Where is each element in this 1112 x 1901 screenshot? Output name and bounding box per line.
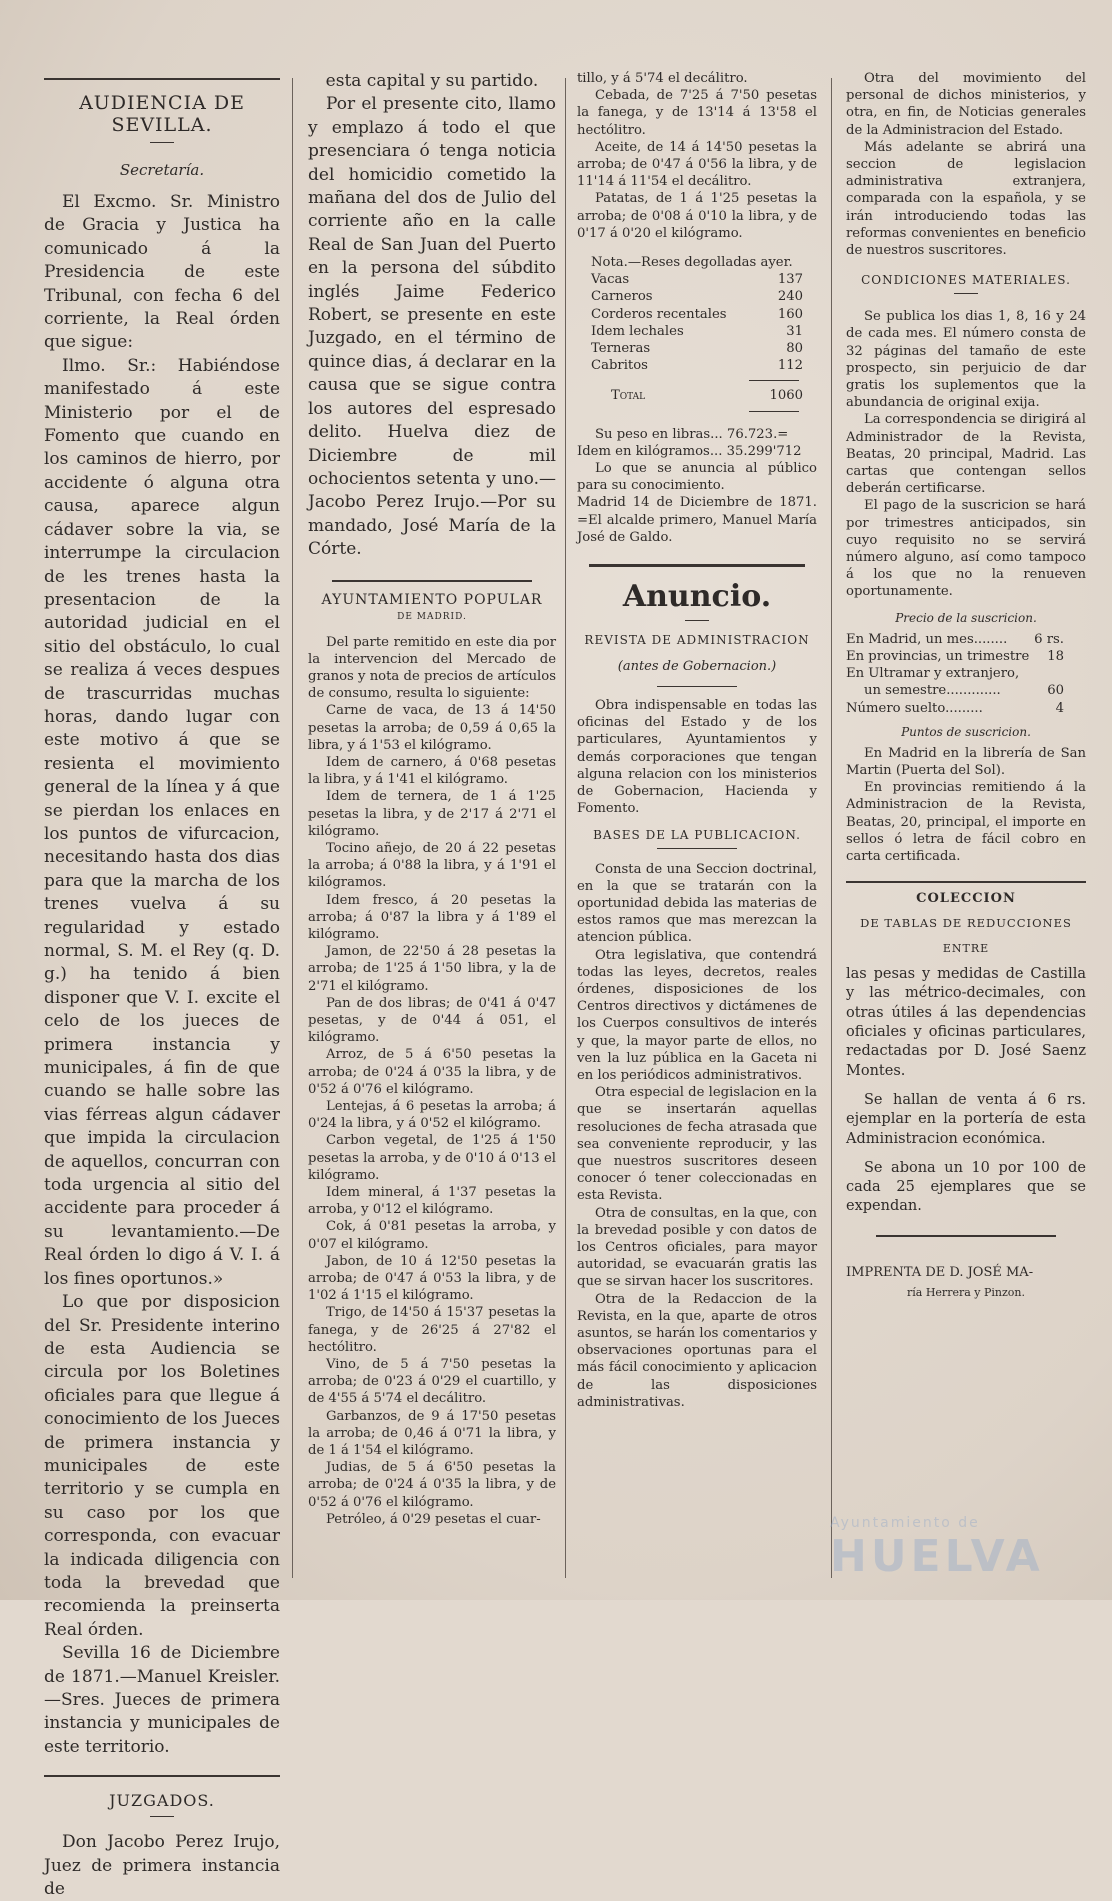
price-item: Carne de vaca, de 13 á 14'50 pesetas la arroba; de 0,59 á 0,65 la libra, y á 1'53 el kilógramo. — [308, 703, 556, 753]
paragraph: Otra legislativa, que contendrá todas las leyes, decretos, reales órdenes, disposiciones de los Centros directivos y dictámenes de los Cuerpos consultivos de interés y que, la mayor parte de ellos, no ven la luz pública en la Gaceta ni en los periódicos administrativos. — [577, 947, 817, 1083]
paragraph: Más adelante se abrirá una seccion de legislacion administrativa extranjera, comparada con la española, y se irán introduciendo todas las reformas convenientes en beneficio de nuestros suscritores. — [846, 139, 1086, 259]
paragraph: Madrid 14 de Diciembre de 1871. =El alcalde primero, Manuel María José de Galdo. — [577, 495, 817, 545]
reses-name: Corderos recentales — [591, 306, 727, 322]
paragraph: Se abona un 10 por 100 de cada 25 ejemplares que se expendan. — [846, 1159, 1086, 1215]
reses-name: Cabritos — [591, 358, 648, 374]
paragraph: Idem en kilógramos... 35.299'712 — [577, 443, 802, 459]
paragraph: las pesas y medidas de Castilla y las métrico-decimales, con otras útiles á las dependencias oficiales y oficinas particulares, redactadas por D. José Saenz Montes. — [846, 966, 1086, 1079]
price-item: Petróleo, á 0'29 pesetas el cuar- — [326, 1511, 541, 1527]
price-item: Idem fresco, á 20 pesetas la arroba; á 0'87 la libra y á 1'89 el kilógramo. — [308, 892, 556, 942]
section-title: BASES DE LA PUBLICACION. — [593, 827, 801, 842]
paragraph: Otra de consultas, en la que, con la brevedad posible y con datos de los Centros oficiales, para mayor autoridad, se evacuarán gratis las que se sirvan hacer los suscritores. — [577, 1205, 817, 1290]
section-subtitle: Precio de la suscricion. — [895, 610, 1037, 625]
paragraph: Se publica los dias 1, 8, 16 y 24 de cada mes. El número consta de 32 páginas del tamaño de este prospecto, sin perjuicio de dar gratis los suplementos que la abundancia de original exija. — [846, 309, 1086, 411]
column-3 — [577, 70, 817, 1411]
column-4 — [846, 70, 1086, 1299]
section-subtitle: ENTRE — [942, 942, 990, 956]
paragraph: Se hallan de venta á 6 rs. ejemplar en la portería de esta Administracion económica. — [846, 1091, 1086, 1147]
paragraph: esta capital y su partido. — [325, 71, 539, 91]
column-1 — [44, 70, 280, 1901]
column-divider — [831, 78, 832, 1578]
price-item: Patatas, de 1 á 1'25 pesetas la arroba; de 0'08 á 0'10 la libra, y de 0'17 á 0'20 el kilógramo. — [577, 191, 817, 241]
imprenta-line: IMPRENTA DE D. JOSÉ MA- — [846, 1264, 1034, 1280]
column-divider — [292, 78, 293, 1578]
price-item: Garbanzos, de 9 á 17'50 pesetas la arroba; de 0,46 á 0'71 la libra, y de 1 á 1'54 el kilógramo. — [308, 1408, 556, 1459]
reses-row — [591, 357, 803, 374]
paragraph: Otra del movimiento del personal de dichos ministerios, y otra, en fin, de Noticias generales de la Administracion del Estado. — [846, 71, 1086, 138]
price-item: Idem mineral, á 1'37 pesetas la arroba, y 0'12 el kilógramo. — [308, 1185, 556, 1218]
precio-row — [846, 682, 1064, 699]
precio-value: 4 — [1055, 700, 1064, 716]
dash — [749, 411, 799, 412]
imprenta-line: ría Herrera y Pinzon. — [907, 1285, 1025, 1299]
paragraph: En Madrid en la librería de San Martin (Puerta del Sol). — [846, 745, 1086, 778]
price-item: Cebada, de 7'25 á 7'50 pesetas la fanega, y de 13'14 á 13'58 el hectólitro. — [577, 88, 817, 138]
precio-label: En provincias, un trimestre — [846, 648, 1030, 664]
reses-name: Idem lechales — [591, 323, 684, 339]
rule — [589, 564, 805, 567]
section-title: REVISTA DE ADMINISTRACION — [584, 633, 810, 648]
paragraph: En provincias remitiendo á la Administracion de la Revista, Beatas, 20, principal, el importe en sellos ó letra de fácil cobro en carta certificada. — [846, 780, 1086, 864]
paragraph: La correspondencia se dirigirá al Administrador de la Revista, Beatas, 20 principal, Madrid. Las cartas que contengan sellos deberán certificarse. — [846, 412, 1086, 497]
dash — [954, 293, 978, 294]
precio-row — [846, 631, 1064, 648]
rule — [44, 78, 280, 80]
reses-value: 31 — [786, 323, 803, 339]
price-item: Pan de dos libras; de 0'41 á 0'47 pesetas, y de 0'44 á 051, el kilógramo. — [308, 995, 556, 1046]
reses-name: Vacas — [591, 272, 630, 288]
rule — [332, 580, 532, 582]
rule — [846, 881, 1086, 883]
precio-value: 6 rs. — [1034, 631, 1064, 647]
paragraph: Lo que por disposicion del Sr. Presidente interino de esta Audiencia se circula por los Boletines oficiales para que llegue á conocimiento de los Jueces de primera instancia y municipales de este territorio y se cumpla en su caso por los que corresponda, con evacuar la indicada diligencia con toda la brevedad que recomienda la preinserta Real órden. — [44, 1292, 280, 1640]
paragraph: Otra especial de legislacion en la que se insertarán aquellas resoluciones de fecha atrasada que sea conveniente reproducir, y las que nuestros suscritores deseen conocer ó tener coleccionadas en esta Revista. — [577, 1085, 817, 1204]
price-item: Idem de ternera, de 1 á 1'25 pesetas la libra, y de 2'17 á 2'71 el kilógramo. — [308, 789, 556, 839]
price-item: Idem de carnero, á 0'68 pesetas la libra, y á 1'41 el kilógramo. — [308, 754, 556, 788]
price-item: Cok, á 0'81 pesetas la arroba, y 0'07 el kilógramo. — [308, 1219, 556, 1252]
section-title: COLECCION — [916, 891, 1016, 907]
precio-label: Número suelto......... — [846, 700, 983, 716]
section-title: AYUNTAMIENTO POPULAR — [321, 591, 543, 608]
reses-row — [591, 306, 803, 323]
section-subtitle: DE MADRID. — [397, 611, 467, 622]
nota-title: Nota.—Reses degolladas ayer. — [591, 255, 793, 271]
paragraph: Sevilla 16 de Diciembre de 1871.—Manuel Kreisler. —Sres. Jueces de primera instancia y municipales de este territorio. — [44, 1643, 280, 1757]
reses-value: 137 — [777, 272, 803, 288]
paragraph: Obra indispensable en todas las oficinas del Estado y de los particulares, Ayuntamientos y demás corporaciones que tengan alguna relacion con los ministerios de Gobernacion, Hacienda y Fomento. — [577, 698, 817, 817]
reses-value: 160 — [777, 306, 803, 322]
dash — [150, 142, 174, 143]
price-item: Judias, de 5 á 6'50 pesetas la arroba; de 0'24 á 0'35 la libra, y de 0'52 á 0'76 el kilógramo. — [308, 1460, 556, 1510]
column-divider — [565, 78, 566, 1578]
section-subtitle: (antes de Gobernacion.) — [617, 659, 777, 675]
price-item: Arroz, de 5 á 6'50 pesetas la arroba; de 0'24 á 0'35 la libra, y de 0'52 á 0'76 el kilógramo. — [308, 1047, 556, 1097]
paragraph: Lo que se anuncia al público para su conocimiento. — [577, 461, 817, 494]
dash — [685, 620, 709, 621]
precio-label: un semestre............. — [864, 683, 1001, 699]
reses-row — [591, 288, 803, 305]
precio-row — [846, 648, 1064, 665]
rule — [44, 1775, 280, 1777]
reses-name: Carneros — [591, 289, 653, 305]
price-item: Jamon, de 22'50 á 28 pesetas la arroba; de 1'25 á 1'50 libra, y la de 2'71 el kilógramo. — [308, 944, 556, 994]
price-item: tillo, y á 5'74 el decálitro. — [577, 71, 748, 86]
price-item: Tocino añejo, de 20 á 22 pesetas la arroba; á 0'88 la libra, y á 1'91 el kilógramos. — [308, 840, 556, 891]
section-title: JUZGADOS. — [109, 1791, 215, 1811]
price-item: Lentejas, á 6 pesetas la arroba; á 0'24 la libra, y á 0'52 el kilógramo. — [308, 1099, 556, 1132]
dash — [749, 380, 799, 381]
paragraph: El Excmo. Sr. Ministro de Gracia y Justica ha comunicado á la Presidencia de este Tribunal, con fecha 6 del corriente, la Real órden que sigue: — [44, 192, 280, 353]
paragraph: Ilmo. Sr.: Habiéndose manifestado á este Ministerio por el de Fomento que cuando en los caminos de hierro, por accidente ó alguna otra causa, aparece algun cádaver sobre la via, se interrumpe la circulacion de les trenes hasta la presentacion de la autoridad judicial en el sitio del obstáculo, lo cual se realiza á veces despues de trascurridas muchas horas, dando lugar con este motivo á que se resienta el movimiento general de la línea y á que se pierdan los enlaces en los puntos de vifurcacion, necesitando hasta dos dias para que la marcha de los trenes vuelva á su regularidad y estado normal, S. M. el Rey (q. D. g.) ha tenido á bien disponer que V. I. excite el celo de los jueces de primera instancia y municipales, á fin de que cuando se halle sobre las vias férreas algun cádaver que impida la circulacion de aquellos, concurran con toda urgencia al sitio del accidente para proceder á su levantamiento.—De Real órden lo digo á V. I. á los fines oportunos.» — [44, 355, 280, 1289]
section-subtitle: Puntos de suscricion. — [901, 724, 1031, 739]
total-row: Total 1060 — [611, 388, 803, 404]
precio-value: 18 — [1047, 648, 1064, 664]
paragraph: Del parte remitido en este dia por la intervencion del Mercado de granos y nota de precios de artículos de consumo, resulta lo siguiente: — [308, 634, 556, 702]
reses-name: Terneras — [591, 341, 651, 357]
reses-row — [591, 323, 803, 340]
price-item: Aceite, de 14 á 14'50 pesetas la arroba; de 0'47 á 0'56 la libra, y de 11'14 á 11'54 el decálitro. — [577, 139, 817, 190]
section-subtitle: Secretaría. — [119, 161, 205, 179]
paragraph: Consta de una Seccion doctrinal, en la que se tratarán con la oportunidad debida las materias de estos ramos que mas merezcan la atencion pública. — [577, 861, 817, 946]
paragraph: Por el presente cito, llamo y emplazo á todo el que presenciara ó tenga noticia del homicidio cometido la mañana del dos de Julio del corriente año en la calle Real de San Juan del Puerto en la persona del súbdito inglés Jaime Federico Robert, se presente en este Juzgado, en el término de quince dias, á declarar en la causa que se sigue contra los autores del espresado delito. Huelva diez de Diciembre de mil ochocientos setenta y uno.—Jacobo Perez Irujo.—Por su mandado, José María de la Córte. — [308, 94, 556, 560]
rule — [876, 1235, 1056, 1237]
section-title: CONDICIONES MATERIALES. — [861, 273, 1071, 288]
precio-label: En Madrid, un mes........ — [846, 631, 1008, 647]
price-item: Carbon vegetal, de 1'25 á 1'50 pesetas la arroba, y de 0'10 á 0'13 el kilógramo. — [308, 1133, 556, 1183]
section-title: AUDIENCIA DE SEVILLA. — [79, 92, 245, 136]
paragraph: El pago de la suscricion se hará por trimestres anticipados, sin cuyo requisito no se servirá número alguno, así como tampoco á los que no la renueven oportunamente. — [846, 498, 1086, 600]
price-item: Trigo, de 14'50 á 15'37 pesetas la fanega, y de 26'25 á 27'82 el hectólitro. — [308, 1305, 556, 1355]
price-item: Jabon, de 10 á 12'50 pesetas la arroba; de 0'47 á 0'53 la libra, y de 1'02 á 1'15 el kilógramo. — [308, 1253, 556, 1304]
column-2 — [308, 70, 556, 1528]
section-subtitle: DE TABLAS DE REDUCCIONES — [860, 916, 1072, 931]
watermark: Ayuntamiento de HUELVA — [830, 1515, 1044, 1582]
paragraph: Otra de la Redaccion de la Revista, en la que, aparte de otros asuntos, se harán los comentarios y observaciones oportunas para el más fácil conocimiento y aplicacion de las disposiciones administrativas. — [577, 1291, 817, 1410]
paragraph: Su peso en libras... 76.723.= — [595, 426, 789, 442]
rule — [657, 848, 737, 849]
precio-row — [846, 665, 1064, 682]
reses-value: 240 — [777, 289, 803, 305]
rule — [657, 686, 737, 687]
price-item: Vino, de 5 á 7'50 pesetas la arroba; de 0'23 á 0'29 el cuartillo, y de 4'55 á 5'74 el decálitro. — [308, 1357, 556, 1407]
precio-row — [846, 700, 1064, 717]
dash — [150, 1816, 174, 1817]
paragraph: Don Jacobo Perez Irujo, Juez de primera instancia de — [44, 1832, 280, 1900]
reses-value: 112 — [777, 358, 803, 374]
reses-row — [591, 340, 803, 357]
announcement-title: Anuncio. — [622, 579, 772, 615]
precio-label: En Ultramar y extranjero, — [846, 666, 1020, 682]
reses-value: 80 — [786, 341, 803, 357]
reses-row — [591, 271, 803, 288]
precio-value: 60 — [1047, 683, 1064, 699]
